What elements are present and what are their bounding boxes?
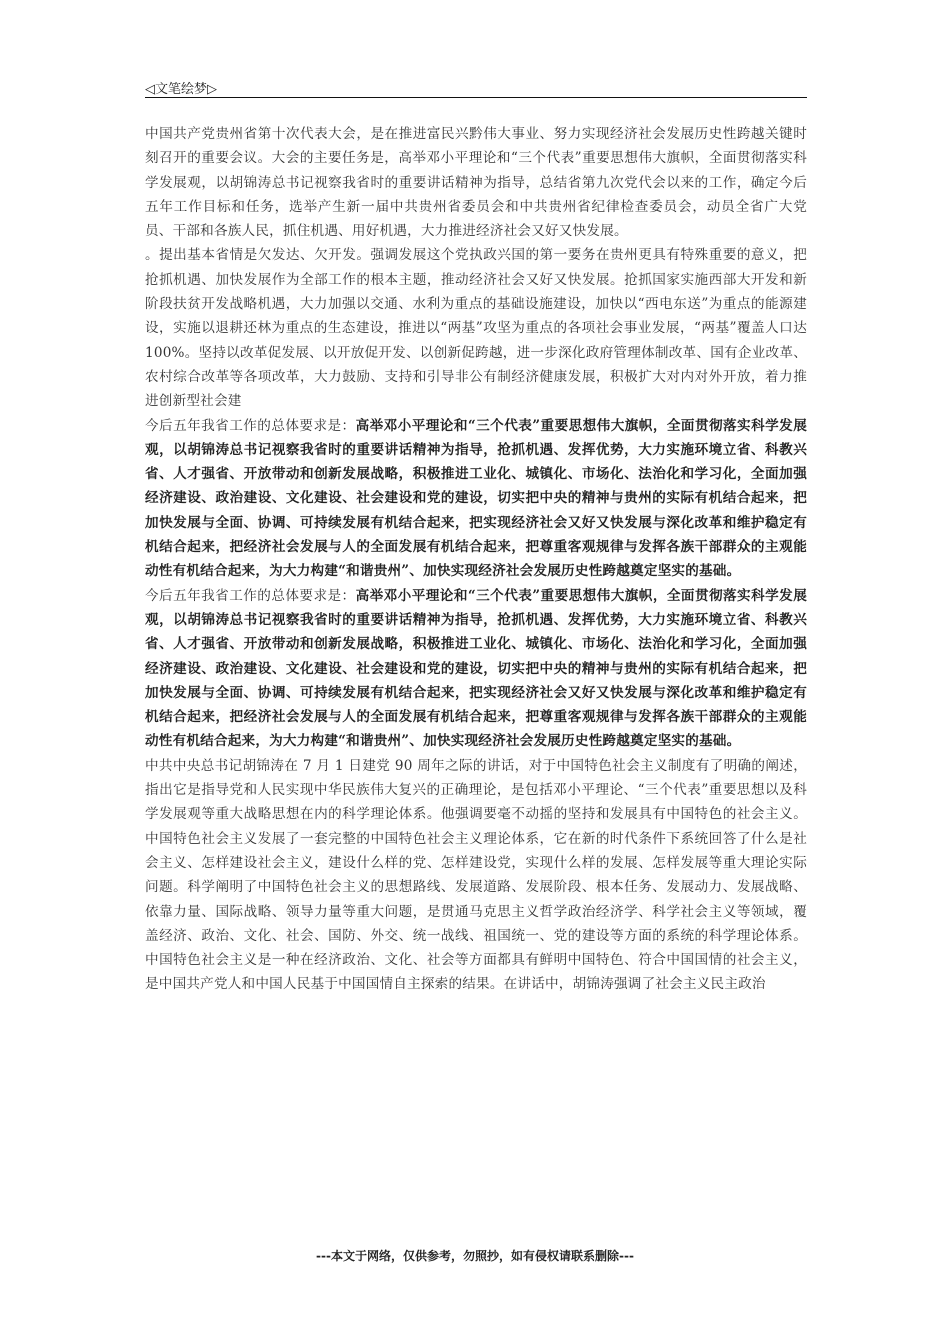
- paragraph-1: [145, 122, 807, 243]
- paragraph-bold-text: 高举邓小平理论和“三个代表”重要思想伟大旗帜，全面贯彻落实科学发展观，以胡锦涛总书记视察我省时的重要讲话精神为指导，抢抓机遇、发挥优势，大力实施环境立省、科教兴省、人才强省、开放带动和创新发展战略，积极推进工业化、城镇化、市场化、法治化和学习化，全面加强经济建设、政治建设、文化建设、社会建设和党的建设，切实把中央的精神与贵州的实际有机结合起来，把加快发展与全面、协调、可持续发展有机结合起来，把实现经济社会又好又快发展与深化改革和维护稳定有机结合起来，把经济社会发展与人的全面发展有机结合起来，把尊重客观规律与发挥各族干部群众的主观能动性有机结合起来，为大力构建“和谐贵州”、加快实现经济社会发展历史性跨越奠定坚实的基础。: [145, 417, 807, 580]
- page-footer: [0, 1247, 950, 1264]
- document-body: [145, 122, 807, 997]
- paragraph-4: [145, 584, 807, 754]
- page-header: [145, 78, 807, 98]
- paragraph-bold-text: 高举邓小平理论和“三个代表”重要思想伟大旗帜，全面贯彻落实科学发展观，以胡锦涛总书记视察我省时的重要讲话精神为指导，抢抓机遇、发挥优势，大力实施环境立省、科教兴省、人才强省、开放带动和创新发展战略，积极推进工业化、城镇化、市场化、法治化和学习化，全面加强经济建设、政治建设、文化建设、社会建设和党的建设，切实把中央的精神与贵州的实际有机结合起来，把加快发展与全面、协调、可持续发展有机结合起来，把实现经济社会又好又快发展与深化改革和维护稳定有机结合起来，把经济社会发展与人的全面发展有机结合起来，把尊重客观规律与发挥各族干部群众的主观能动性有机结合起来，为大力构建“和谐贵州”、加快实现经济社会发展历史性跨越奠定坚实的基础。: [145, 587, 807, 750]
- footer-disclaimer: ---本文于网络，仅供参考，勿照抄，如有侵权请联系删除---: [316, 1249, 634, 1263]
- paragraph-text: 中国共产党贵州省第十次代表大会，是在推进富民兴黔伟大事业、努力实现经济社会发展历史性跨越关键时刻召开的重要会议。大会的主要任务是，高举邓小平理论和“三个代表”重要思想伟大旗帜，全面贯彻落实科学发展观，以胡锦涛总书记视察我省时的重要讲话精神为指导，总结省第九次党代会以来的工作，确定今后五年工作目标和任务，选举产生新一届中共贵州省委员会和中共贵州省纪律检查委员会，动员全省广大党员、干部和各族人民，抓住机遇、用好机遇，大力推进经济社会又好又快发展。: [145, 126, 807, 240]
- paragraph-5: [145, 754, 807, 997]
- header-title: ◁文笔绘梦▷: [145, 82, 217, 97]
- paragraph-text: 。提出基本省情是欠发达、欠开发。强调发展这个党执政兴国的第一要务在贵州更具有特殊重要的意义，把抢抓机遇、加快发展作为全部工作的根本主题，推动经济社会又好又快发展。抢抓国家实施西部大开发和新阶段扶贫开发战略机遇，大力加强以交通、水利为重点的基础设施建设，加快以“西电东送”为重点的能源建设，实施以退耕还林为重点的生态建设，推进以“两基”攻坚为重点的各项社会事业发展，“两基”覆盖人口达 100%。坚持以改革促发展、以开放促开发、以创新促跨越，进一步深化政府管理体制改革、国有企业改革、农村综合改革等各项改革，大力鼓励、支持和引导非公有制经济健康发展，积极扩大对内对外开放，着力推进创新型社会建: [145, 247, 807, 410]
- paragraph-2: [145, 243, 807, 413]
- paragraph-lead-text: 今后五年我省工作的总体要求是：: [145, 417, 356, 434]
- paragraph-3: [145, 414, 807, 584]
- paragraph-lead-text: 今后五年我省工作的总体要求是：: [145, 587, 356, 604]
- paragraph-text: 中共中央总书记胡锦涛在 7 月 1 日建党 90 周年之际的讲话，对于中国特色社会主义制度有了明确的阐述，指出它是指导党和人民实现中华民族伟大复兴的正确理论，是包括邓小平理论、“三个代表”重要思想以及科学发展观等重大战略思想在内的科学理论体系。他强调要毫不动摇的坚持和发展具有中国特色的社会主义。中国特色社会主义发展了一套完整的中国特色社会主义理论体系，它在新的时代条件下系统回答了什么是社会主义、怎样建设社会主义，建设什么样的党、怎样建设党，实现什么样的发展、怎样发展等重大理论实际问题。科学阐明了中国特色社会主义的思想路线、发展道路、发展阶段、根本任务、发展动力、发展战略、依靠力量、国际战略、领导力量等重大问题，是贯通马克思主义哲学政治经济学、科学社会主义等领域，覆盖经济、政治、文化、社会、国防、外交、统一战线、祖国统一、党的建设等方面的系统的科学理论体系。中国特色社会主义是一种在经济政治、文化、社会等方面都具有鲜明中国特色、符合中国国情的社会主义，是中国共产党人和中国人民基于中国国情自主探索的结果。在讲话中，胡锦涛强调了社会主义民主政治: [145, 757, 807, 993]
- header-divider: [145, 97, 807, 98]
